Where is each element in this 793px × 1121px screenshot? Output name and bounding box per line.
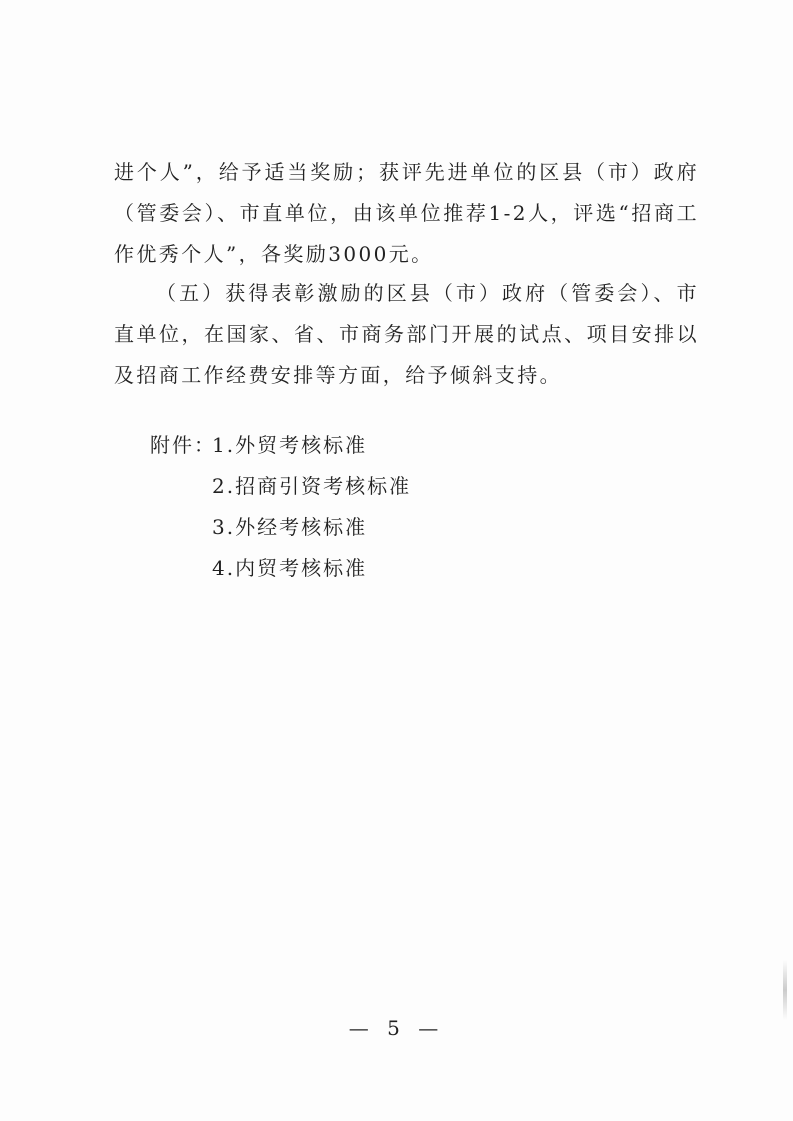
attachments-list [212, 425, 411, 589]
attachment-item-investment: 2.招商引资考核标准 [212, 474, 412, 498]
paragraph-support-policy [114, 273, 699, 396]
paragraph-text: （五）获得表彰激励的区县（市）政府（管委会）、市直单位，在国家、省、市商务部门开展的试点、项目安排以及招商工作经费安排等方面，给予倾斜支持。 [114, 281, 699, 387]
attachment-item-domestic-trade: 4.内贸考核标准 [212, 556, 368, 580]
paragraph-text: 进个人”，给予适当奖励；获评先进单位的区县（市）政府（管委会）、市直单位，由该单位推荐1-2人，评选“招商工作优秀个人”，各奖励3000元。 [114, 160, 699, 266]
attachment-item-foreign-trade: 1.外贸考核标准 [212, 433, 368, 457]
attachment-item-foreign-economic: 3.外经考核标准 [212, 515, 368, 539]
scan-edge-mark [783, 960, 787, 1020]
attachments-label: 附件： [150, 433, 216, 457]
attachments-section [150, 425, 411, 589]
page-number: — 5 — [348, 1016, 445, 1040]
paragraph-award-individuals [114, 152, 699, 275]
